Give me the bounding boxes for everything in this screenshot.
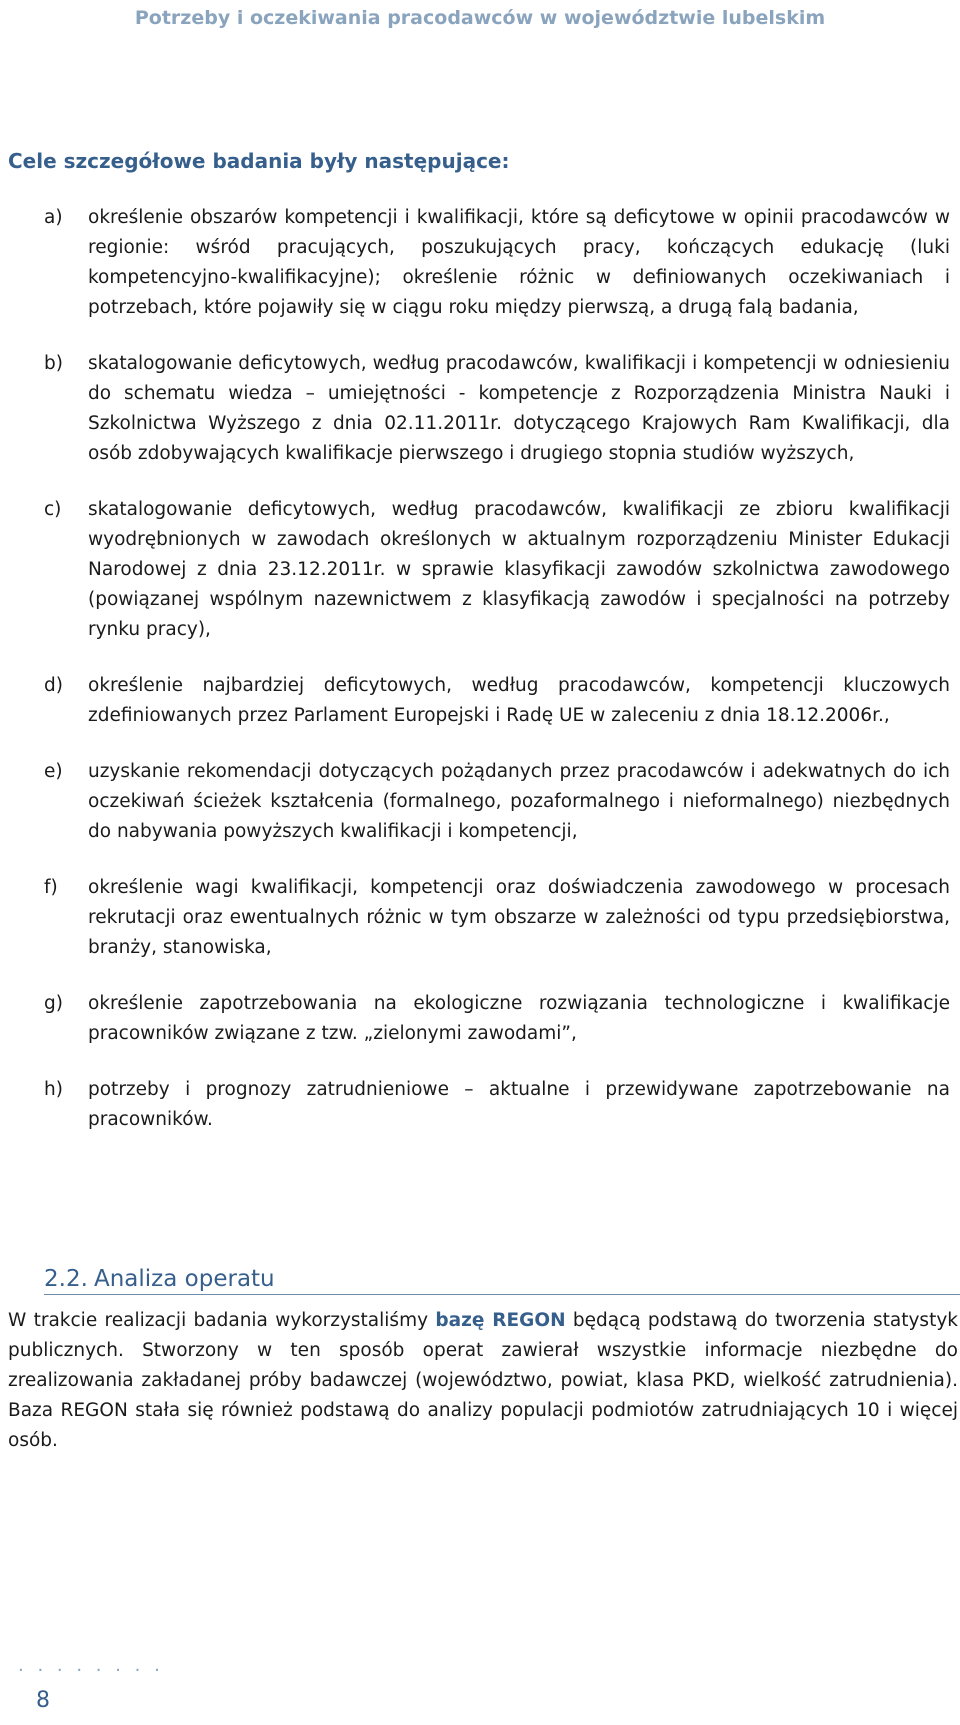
list-item bbox=[0, 349, 960, 469]
goals-heading: Cele szczegółowe badania były następujące: bbox=[8, 149, 510, 173]
paragraph-text-after: będącą podstawą do tworzenia statystyk publicznych. Stworzony w ten sposób operat zawierał wszystkie informacje niezbędne do zrealizowania zakładanej próby badawczej (województwo, powiat, klasa PKD, wielkość zatrudnienia). Baza REGON stała się również podstawą do analizy populacji podmiotów zatrudniających 10 i więcej osób. bbox=[8, 1310, 958, 1451]
list-item-text: określenie obszarów kompetencji i kwalifikacji, które są deficytowe w opinii pracodawców w regionie: wśród pracujących, poszukujących pracy, kończących edukację (luki kompetencyjno-kwalifikacyjne); określenie różnic w definiowanych oczekiwaniach i potrzebach, które pojawiły się w ciągu roku między pierwszą, a drugą falą badania, bbox=[88, 207, 950, 318]
list-marker: e) bbox=[44, 761, 63, 782]
list-marker: d) bbox=[44, 675, 63, 696]
list-item-text: określenie najbardziej deficytowych, według pracodawców, kompetencji kluczowych zdefiniowanych przez Parlament Europejski i Radę UE w zaleceniu z dnia 18.12.2006r., bbox=[88, 675, 950, 726]
list-item bbox=[0, 1075, 960, 1135]
list-item-text: określenie zapotrzebowania na ekologiczne rozwiązania technologiczne i kwalifikacje pracowników związane z tzw. „zielonymi zawodami”, bbox=[88, 993, 950, 1044]
goals-list bbox=[0, 203, 960, 1161]
list-marker: b) bbox=[44, 353, 63, 374]
list-item bbox=[0, 495, 960, 645]
running-header: Potrzeby i oczekiwania pracodawców w województwie lubelskim bbox=[134, 7, 826, 29]
list-marker: f) bbox=[44, 877, 58, 898]
list-item bbox=[0, 203, 960, 323]
list-item-text: potrzeby i prognozy zatrudnieniowe – aktualne i przewidywane zapotrzebowanie na pracowników. bbox=[88, 1079, 950, 1130]
list-marker: h) bbox=[44, 1079, 63, 1100]
list-item-text: określenie wagi kwalifikacji, kompetencji oraz doświadczenia zawodowego w procesach rekrutacji oraz ewentualnych różnic w tym obszarze w zależności od typu przedsiębiorstwa, branży, stanowiska, bbox=[88, 877, 950, 958]
list-item-text: skatalogowanie deficytowych, według pracodawców, kwalifikacji ze zbioru kwalifikacji wyodrębnionych w zawodach określonych w aktualnym rozporządzeniu Minister Edukacji Narodowej z dnia 23.12.2011r. w sprawie klasyfikacji zawodów szkolnictwa zawodowego (powiązanej wspólnym nazewnictwem z klasyfikacją zawodów i specjalności na potrzeby rynku pracy), bbox=[88, 499, 950, 640]
list-item-text: skatalogowanie deficytowych, według pracodawców, kwalifikacji i kompetencji w odniesieniu do schematu wiedza – umiejętności - kompetencje z Rozporządzenia Ministra Nauki i Szkolnictwa Wyższego z dnia 02.11.2011r. dotyczącego Krajowych Ram Kwalifikacji, dla osób zdobywających kwalifikacje pierwszego i drugiego stopnia studiów wyższych, bbox=[88, 353, 950, 464]
footer-dots: . . . . . . . . bbox=[18, 1655, 164, 1676]
section-heading bbox=[44, 1264, 960, 1295]
list-item bbox=[0, 989, 960, 1049]
paragraph-text-before: W trakcie realizacji badania wykorzystaliśmy bbox=[8, 1310, 436, 1331]
body-paragraph bbox=[8, 1306, 958, 1456]
list-item-text: uzyskanie rekomendacji dotyczących pożądanych przez pracodawców i adekwatnych do ich oczekiwań ścieżek kształcenia (formalnego, pozaformalnego i nieformalnego) niezbędnych do nabywania powyższych kwalifikacji i kompetencji, bbox=[88, 761, 950, 842]
list-item bbox=[0, 671, 960, 731]
list-item bbox=[0, 873, 960, 963]
list-marker: c) bbox=[44, 499, 62, 520]
paragraph-emphasis: bazę REGON bbox=[435, 1310, 566, 1331]
list-marker: g) bbox=[44, 993, 63, 1014]
section-number: 2.2. bbox=[44, 1266, 88, 1292]
list-marker: a) bbox=[44, 207, 63, 228]
page-number: 8 bbox=[36, 1688, 50, 1713]
section-title: Analiza operatu bbox=[94, 1266, 275, 1292]
list-item bbox=[0, 757, 960, 847]
